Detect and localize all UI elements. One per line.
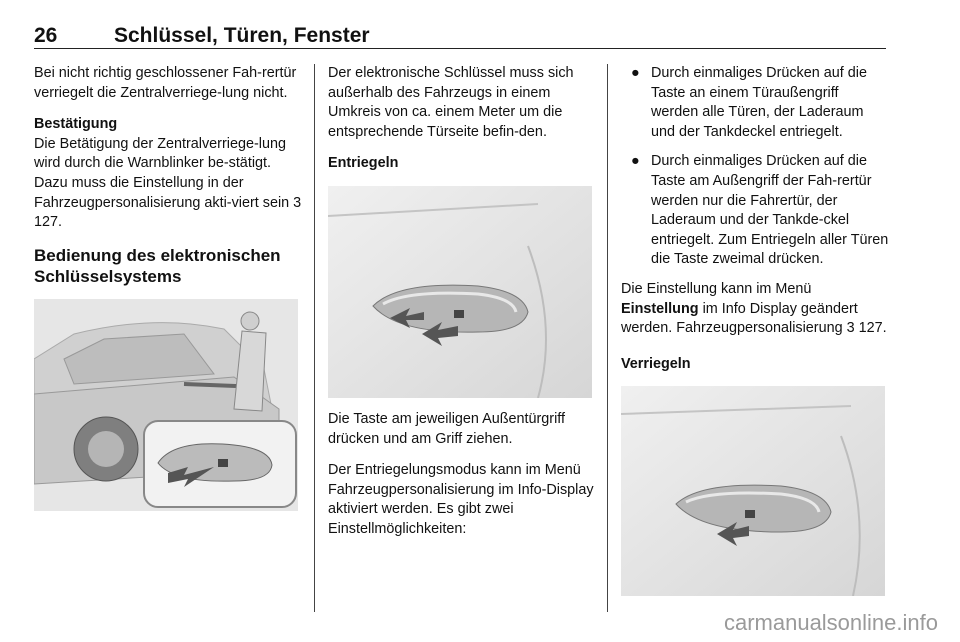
page-reference-icon: 3 <box>846 320 855 337</box>
bullet-item <box>621 64 889 142</box>
page-header <box>34 8 886 48</box>
bullet-item <box>621 152 889 270</box>
bullet-text: Durch einmaliges Drücken auf die Taste an einem Türaußengriff werden alle Türen, der Laderaum und der Tankdeckel entriegelt. <box>651 65 867 140</box>
column-2 <box>328 64 596 540</box>
settings-menu-term: Einstellung <box>621 300 699 317</box>
page-title: Schlüssel, Türen, Fenster <box>114 24 370 47</box>
column-divider-1 <box>314 64 315 612</box>
paragraph-settings <box>621 280 889 339</box>
door-handle-lock-illustration <box>621 386 885 596</box>
subheading-confirmation: Bestätigung <box>34 116 118 133</box>
bullet-text: Durch einmaliges Drücken auf die Taste am Außengriff der Fah-rertür werden nur die Fahrertür, der Laderaum und der Tankde-ckel entriegelt. Zum Entriegeln aller Türen die Taste zweimal drücken. <box>651 153 889 268</box>
page-reference[interactable]: 127. <box>34 214 63 231</box>
paragraph-unlock-mode: Der Entriegelungsmodus kann im Menü Fahrzeugpersonalisierung im Info-Display aktiviert werden. Es gibt zwei Einstellmöglichkeiten: <box>328 462 594 537</box>
bullet-icon: ● <box>631 153 640 170</box>
paragraph-key-distance: Der elektronische Schlüssel muss sich außerhalb des Fahrzeugs in einem Umkreis von ca. einem Meter um die entsprechende Türseite befin-den. <box>328 65 574 140</box>
paragraph-unlock-instruction: Die Taste am jeweiligen Außentürgriff drücken und am Griff ziehen. <box>328 410 566 447</box>
paragraph-confirmation <box>34 135 302 233</box>
page-reference-icon: 3 <box>293 194 302 211</box>
section-heading-keyless-system: Bedienung des elektronischen Schlüsselsystems <box>34 245 281 286</box>
column-divider-2 <box>607 64 608 612</box>
bullet-icon: ● <box>631 65 640 81</box>
watermark: carmanualsonline.info <box>723 610 938 635</box>
page-reference[interactable]: 127. <box>858 320 887 337</box>
column-1 <box>34 64 302 511</box>
subheading-unlock: Entriegeln <box>328 155 399 172</box>
paragraph-door-not-closed: Bei nicht richtig geschlossener Fah-rertür verriegelt die Zentralverriege-lung nicht. <box>34 65 297 101</box>
paragraph-settings-text-a: Die Einstellung kann im Menü <box>621 280 812 297</box>
column-3 <box>621 64 889 596</box>
car-keyless-illustration <box>34 299 298 511</box>
header-rule <box>34 48 886 49</box>
page-number: 26 <box>34 24 58 47</box>
paragraph-settings-text-b: im Info Display geändert werden. Fahrzeugpersonalisierung <box>621 300 858 337</box>
door-handle-unlock-illustration <box>328 186 592 398</box>
subheading-lock: Verriegeln <box>621 355 691 372</box>
paragraph-confirmation-text: Die Betätigung der Zentralverriege-lung wird durch die Warnblinker be-stätigt. Dazu muss die Einstellung in der Fahrzeugpersonalisierung akti-viert sein <box>34 135 290 211</box>
